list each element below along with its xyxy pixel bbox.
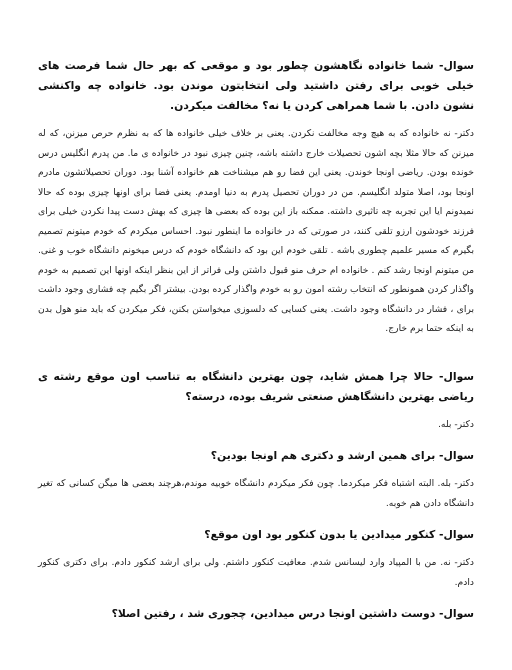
answer-text: دکتر- نه. من با المپیاد وارد لیسانس شدم. معافیت کنکور داشتم. ولی برای ارشد کنکور دادم. برای دکتری کنکور دادم. <box>38 557 474 588</box>
spacer <box>38 339 474 367</box>
answer-text: دکتر- بله. <box>438 418 474 430</box>
document-page <box>38 56 474 624</box>
spacer <box>38 466 474 474</box>
answer-text: دکتر- بله. البته اشتباه فکر میکردما. چون فکر میکردم دانشگاه خوبیه موندم،هرچند بعضی ها میگن کسانی که تغیر دانشگاه دادن هم خوبه. <box>38 478 474 509</box>
question-text: سوال- کنکور میدادین یا بدون کنکور بود اون موقع؟ <box>204 528 474 541</box>
question-text: سوال- دوست داشتین اونجا درس میدادین، چجوری شد ، رفتین اصلا؟ <box>111 607 474 620</box>
question-text: سوال- حالا چرا همش شاید، چون بهترین دانشگاه به تناسب اون موقع رشته ی ریاضی بهترین دانشگاهش صنعتی شریف بوده، درسته؟ <box>38 369 474 403</box>
answer-text: دکتر- نه خانواده که به هیچ وجه مخالفت نکردن. یعنی بر خلاف خیلی خانواده ها که به نظرم حرص میزنن، که له میزنن که حالا مثلا بچه اشون تحصیلات خارج داشته باشه، چنین چیزی نبود در خانواده ی ما. من پدرم انگلیس درس خونده بودن. ریاضی اونجا خوندن. یعنی این فضا رو هم میشناخت هم خانواده آشنا بود. دوران تحصیلاتشون مادرم اونجا بود، اصلا متولد انگلیسم. من در دوران تحصیل پدرم به دنیا اومدم. یعنی فضا برای اونها چیزی بوده که حالا نمیدونم ایا این تجربه چه تاثیری داشته. ممکنه باز این بوده که بعضی ها چیزی که بهش دست پیدا نکردن خیلی برای فرزند خودشون ارزو تلقی کنند، در صورتی که در خانواده ما اینطور نبود. احساس میکردم که خودم میتونم تصمیم بگیرم که مسیر علمیم چطوری باشه . تلقی خودم این بود که دانشگاه خودم که درس میخونم دانشگاه خوب و غنی. من میتونم اونجا رشد کنم . خانواده ام حرف منو قبول داشتن ولی فراتر از این بنظر اینکه اونها این تصمیم به خودم واگذار کردن همونطور که انتخاب رشته امون رو به خودم واگذار کرده بودن. بیشتر اگر بگیم چه فشاری وجود داشت برای ، فشار در دانشگاه وجود داشت. یعنی کسایی که دلسوزی میخواستن بکنن، فکر میکردن که باید منو هول بدن به اینکه حتما برم خارج. <box>38 128 474 334</box>
spacer <box>38 545 474 553</box>
spacer <box>38 116 474 124</box>
question-text: سوال- برای همین ارشد و دکتری هم اونجا بودین؟ <box>210 449 474 462</box>
spacer <box>38 407 474 415</box>
spacer <box>38 434 474 446</box>
spacer <box>38 513 474 525</box>
question-text: سوال- شما خانواده نگاهشون چطور بود و موقعی که بهر حال شما فرصت های خیلی خوبی برای رفتن داشتید ولی انتخابتون موندن بود. خانواده چه واکنشی نشون دادن. با شما همراهی کردن یا نه؟ مخالفت میکردن. <box>38 59 474 112</box>
spacer <box>38 592 474 604</box>
